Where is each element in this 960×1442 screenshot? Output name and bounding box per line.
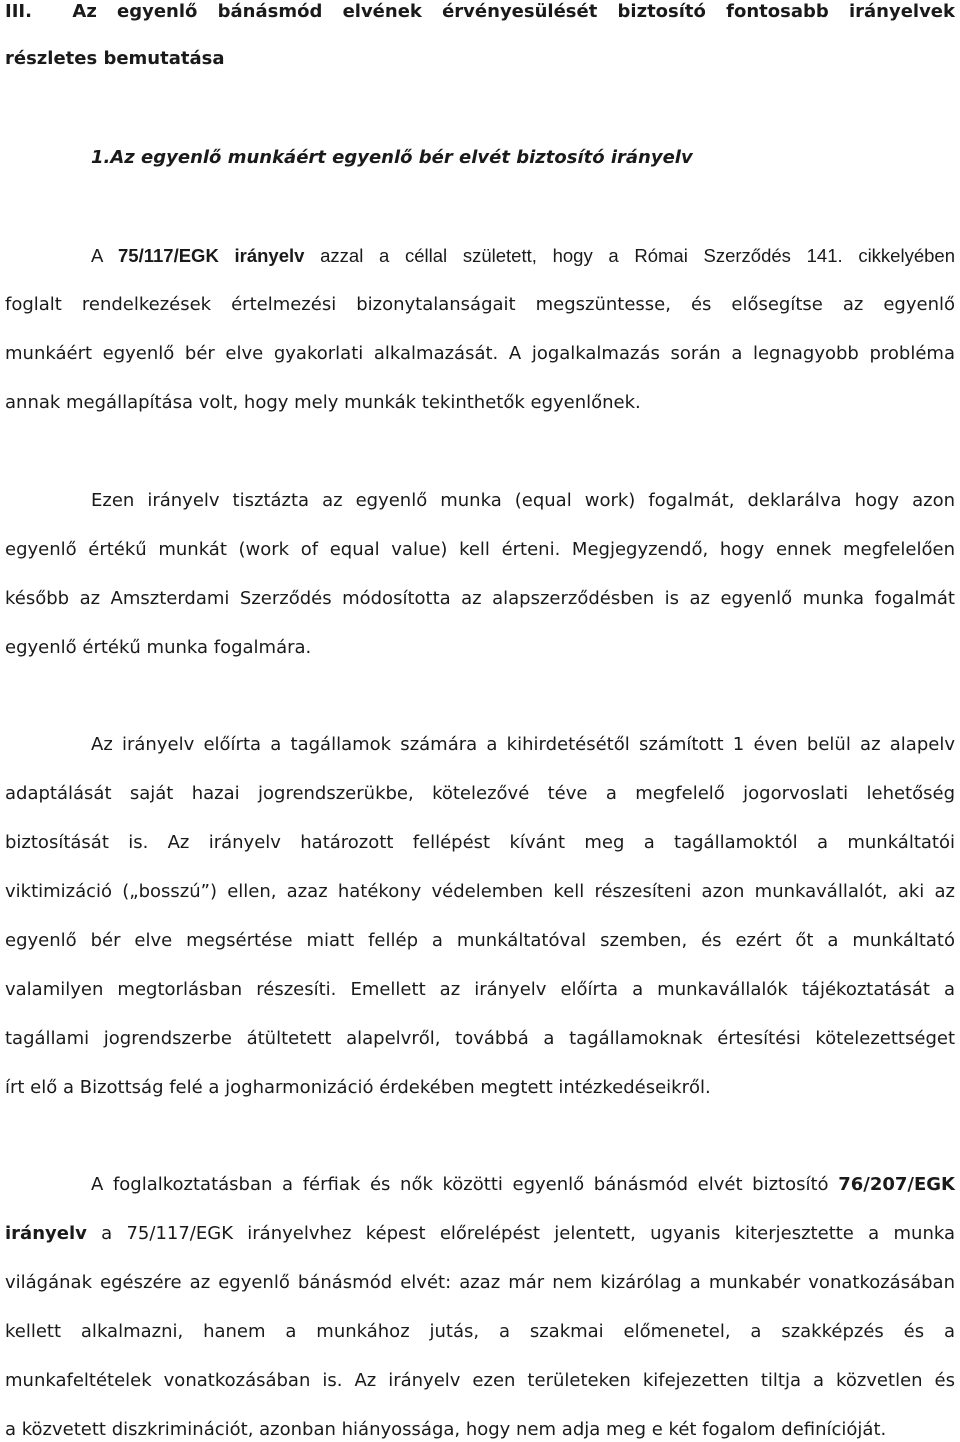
p4-line-5: munkafeltételek vonatkozásában is. Az irányelv ezen területeken kifejezetten tiltja a közvetlen és: [5, 1370, 955, 1391]
p3-line-8: írt elő a Bizottság felé a jogharmonizáció érdekében megtett intézkedéseikről.: [5, 1077, 711, 1098]
p3-line-5: egyenlő bér elve megsértése miatt fellép a munkáltatóval szemben, és ezért őt a munkáltató: [5, 930, 955, 951]
p1-line-1: [5, 244, 955, 268]
p3-line-4: viktimizáció („bosszú”) ellen, azaz hatékony védelemben kell részesíteni azon munkavállalót, aki az: [5, 881, 955, 902]
p3-line-2: adaptálását saját hazai jogrendszerükbe, kötelezővé téve a megfelelő jogorvoslati lehetőség: [5, 783, 955, 804]
p2-line-4: egyenlő értékű munka fogalmára.: [5, 637, 312, 658]
p1-text: azzal a céllal született, hogy a Római Szerződés 141. cikkelyében: [304, 245, 955, 266]
p1-line-3: munkáért egyenlő bér elve gyakorlati alkalmazását. A jogalkalmazás során a legnagyobb probléma: [5, 343, 955, 364]
p3-line-3: biztosítását is. Az irányelv határozott fellépést kívánt meg a tagállamoktól a munkáltatói: [5, 832, 955, 853]
p4-bold-directive-word: irányelv: [5, 1223, 87, 1244]
p4-line-4: kellett alkalmazni, hanem a munkához jutás, a szakmai előmenetel, a szakképzés és a: [5, 1321, 955, 1342]
p3-line-1: Az irányelv előírta a tagállamok számára a kihirdetésétől számított 1 éven belül az alapelv: [91, 734, 955, 755]
p1-text: A: [91, 245, 119, 266]
p1-bold-directive: 75/117/EGK irányelv: [118, 245, 305, 266]
p2-line-3: később az Amszterdami Szerződés módosította az alapszerződésben is az egyenlő munka fogalmát: [5, 588, 955, 609]
p4-text: A foglalkoztatásban a férfiak és nők közötti egyenlő bánásmód elvét biztosító: [91, 1174, 839, 1195]
p3-line-6: valamilyen megtorlásban részesíti. Emellett az irányelv előírta a munkavállalók tájékoztatását a: [5, 979, 955, 1000]
p4-line-3: világának egészére az egyenlő bánásmód elvét: azaz már nem kizárólag a munkabér vonatkozásában: [5, 1272, 955, 1293]
section-title: Az egyenlő bánásmód elvének érvényesülését biztosító fontosabb irányelvek: [72, 1, 955, 22]
p1-line-2: foglalt rendelkezések értelmezési bizonytalanságait megszüntesse, és elősegítse az egyenlő: [5, 294, 955, 315]
section-number: III.: [5, 1, 32, 22]
p1-line-4: annak megállapítása volt, hogy mely munkák tekinthetők egyenlőnek.: [5, 392, 641, 413]
p4-line-2: [5, 1222, 955, 1246]
p4-line-1: [5, 1173, 955, 1197]
p4-text: a 75/117/EGK irányelvhez képest előrelépést jelentett, ugyanis kiterjesztette a munka: [86, 1223, 955, 1244]
p2-line-1: Ezen irányelv tisztázta az egyenlő munka (equal work) fogalmát, deklarálva hogy azon: [91, 490, 955, 511]
p4-bold-directive: 76/207/EGK: [838, 1174, 955, 1195]
subsection-heading: 1.Az egyenlő munkáért egyenlő bér elvét biztosító irányelv: [91, 147, 693, 168]
p3-line-7: tagállami jogrendszerbe átültetett alapelvről, továbbá a tagállamoknak értesítési kötelezettséget: [5, 1028, 955, 1049]
p4-line-6: a közvetett diszkriminációt, azonban hiányossága, hogy nem adja meg e két fogalom definícióját.: [5, 1419, 887, 1440]
section-heading-line-1: [5, 0, 955, 24]
p2-line-2: egyenlő értékű munkát (work of equal value) kell érteni. Megjegyzendő, hogy ennek megfelelően: [5, 539, 955, 560]
section-heading-line-2: részletes bemutatása: [5, 48, 225, 69]
